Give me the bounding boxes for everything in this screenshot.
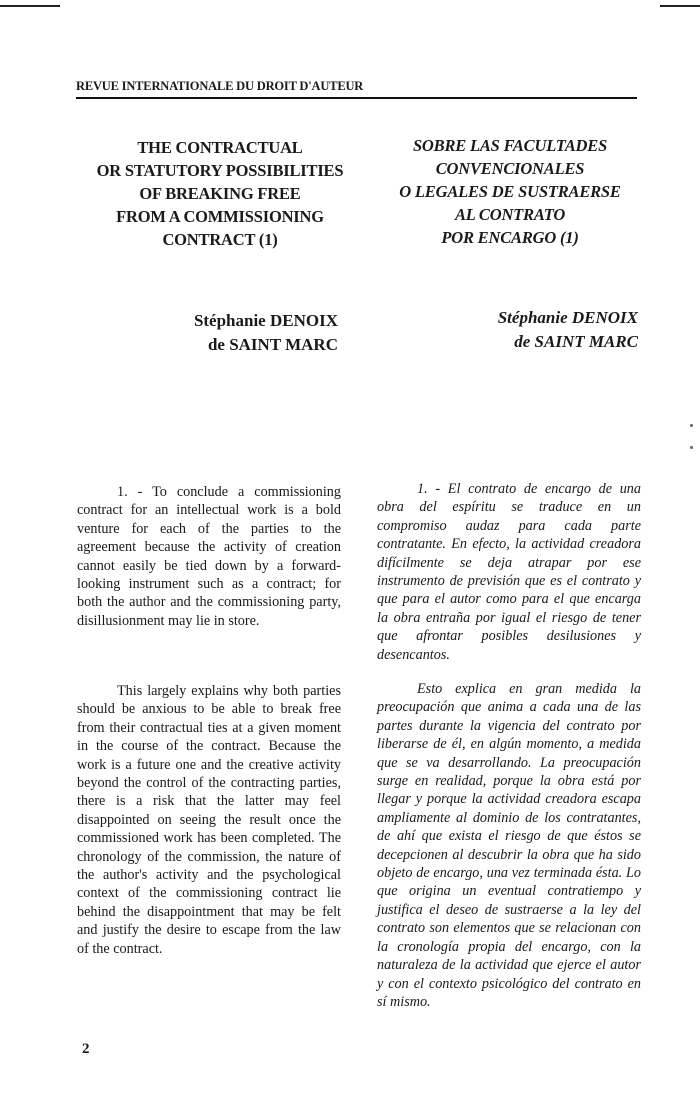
scan-speck bbox=[690, 424, 693, 427]
author-line: Stéphanie DENOIX bbox=[193, 311, 338, 330]
header-rule bbox=[76, 97, 637, 99]
scan-edge-line bbox=[660, 5, 700, 7]
english-title-line: OR STATUTORY POSSIBILITIES bbox=[96, 161, 344, 180]
spanish-author bbox=[430, 306, 638, 354]
english-paragraph-1: 1. - To conclude a commissioning contract for an intellectual work is a bold venture for each of the parties to the agreement because the activity of creation cannot easily be tied down by a forward-looking instrument such as a contract; for both the author and the commissioning party, disillusionment may lie in store. bbox=[77, 484, 341, 629]
spanish-title-line: O LEGALES DE SUSTRAERSE bbox=[399, 182, 621, 201]
english-title bbox=[70, 136, 370, 251]
scan-edge-line bbox=[0, 5, 60, 7]
english-title-line: THE CONTRACTUAL bbox=[137, 138, 303, 157]
english-title-line: CONTRACT (1) bbox=[162, 230, 278, 249]
spanish-title-line: AL CONTRATO bbox=[454, 205, 566, 224]
english-author bbox=[140, 309, 338, 357]
english-title-line: FROM A COMMISSIONING bbox=[116, 207, 324, 226]
spanish-title-line: SOBRE LAS FACULTADES bbox=[412, 136, 608, 155]
author-line: de SAINT MARC bbox=[207, 335, 338, 354]
spanish-paragraph-2: Esto explica en gran medida la preocupación que anima a cada una de las partes durante la vigencia del contrato por liberarse de él, en algún momento, a medida que se va desarrollando. La preocupación surge en realidad, porque la obra está por llegar y porque la actividad creadora escapa ampliamente al dominio de los contratantes, de ahí que exista el riesgo de que éstos se decepcionen al descubrir la obra que ha sido objeto de encargo, una vez terminada ésta. Lo que origina un eventual contratiempo y justifica el deseo de sustraerse a la ley del contrato son elementos que se relacionan con la cronología propia del encargo, con la naturaleza de la actividad que ejerce el autor y con el contexto psicológico del contrato en sí mismo. bbox=[377, 681, 641, 1010]
spanish-title-line: CONVENCIONALES bbox=[435, 159, 585, 178]
spanish-title bbox=[355, 134, 665, 249]
page-number: 2 bbox=[82, 1041, 90, 1057]
spanish-paragraph-1: 1. - El contrato de encargo de una obra del espíritu se traduce en un compromiso audaz para cada parte contratante. En efecto, la actividad creadora difícilmente se deja atrapar por ese instrumento de previsión que es el contrato y que para el autor como para el que encarga la obra entraña por igual el riesgo de tener que afrontar posibles desilusiones y desencantos. bbox=[377, 481, 641, 663]
running-header: REVUE INTERNATIONALE DU DROIT D'AUTEUR bbox=[76, 79, 364, 93]
author-line: de SAINT MARC bbox=[514, 332, 638, 351]
scan-speck bbox=[690, 446, 693, 449]
english-title-line: OF BREAKING FREE bbox=[139, 184, 301, 203]
english-paragraph-2: This largely explains why both parties should be anxious to be able to break free from their contractual ties at a given moment in the course of the contract. Because the work is a future one and the creative activity beyond the control of the contracting parties, there is a risk that the latter may feel disappointed on seeing the result once the commissioned work has been completed. The chronology of the commission, the nature of the author's activity and the psychological context of the commissioning contract lie behind the disappointment that may be felt and justify the desire to escape from the law of the contract. bbox=[77, 683, 341, 957]
author-line: Stéphanie DENOIX bbox=[497, 308, 638, 327]
spanish-title-line: POR ENCARGO (1) bbox=[441, 228, 579, 247]
